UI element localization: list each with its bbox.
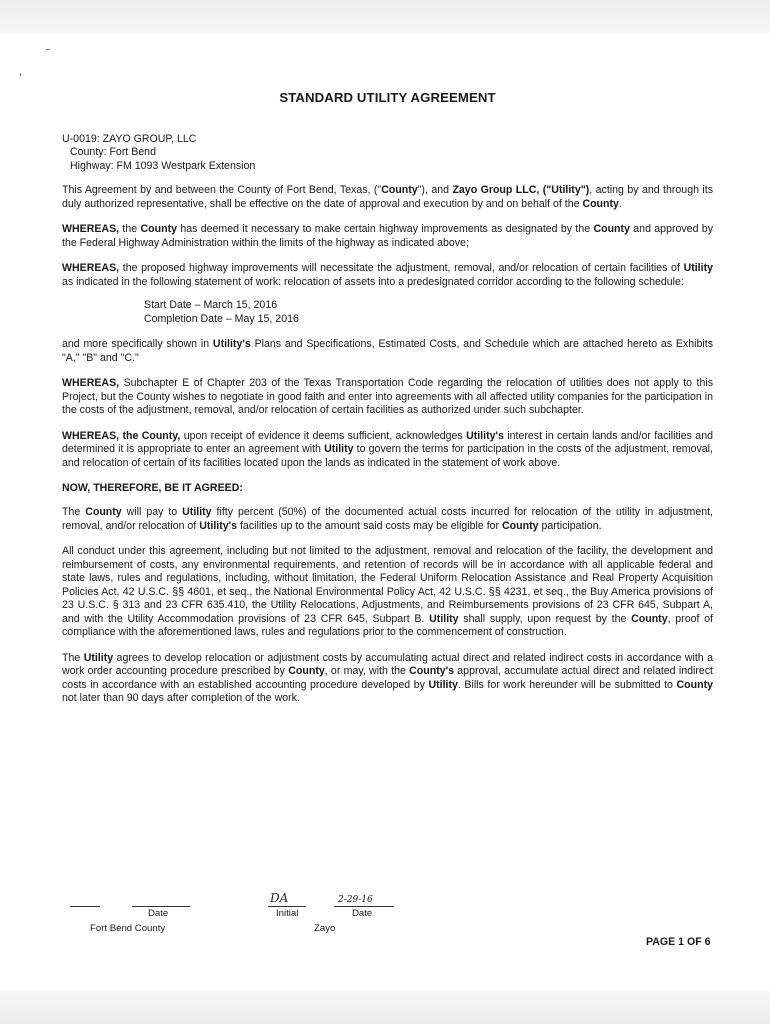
document-title: STANDARD UTILITY AGREEMENT [279, 90, 496, 105]
document-page [62, 90, 713, 718]
agreed-heading: NOW, THEREFORE, BE IT AGREED: [62, 482, 243, 495]
conduct-paragraph: All conduct under this agreement, including but not limited to the adjustment, removal and relocation of the facility, the development and reimbursement of costs, any environmental requirements, and retention of records will be in accordance with all applicable federal and state laws, rules and regulations, including, without limitation, the Federal Uniform Relocation Assistance and Real Property Acquisition Policies Act, 42 U.S.C. §§ 4601, et seq., the National Environmental Policy Act, 42 U.S.C. §§ 4231, et seq., the Buy America provisions of 23 U.S.C. § 313 and 23 CFR 635.410, the Utility Relocations, Adjustments, and Reimbursements provisions of 23 CFR 645, Subpart A, and with the Utility Accommodation provisions of 23 CFR 645, Subpart B. Utility shall supply, upon request by the County, proof of compliance with the aforementioned laws, rules and regulations prior to the commencement of construction. [62, 545, 713, 639]
scan-speck [20, 73, 21, 76]
date-label-right: Date [352, 908, 373, 919]
intro-paragraph: This Agreement by and between the County of Fort Bend, Texas, ("County"), and Zayo Group LLC, ("Utility"), acting by and through its duly authorized representative, shall be effective on the date of approval and execution by and on behalf of the County. [62, 184, 713, 210]
date-line-left [132, 906, 190, 907]
highway-line: Highway: FM 1093 Westpark Extension [70, 159, 256, 172]
party-right-label: Zayo [314, 923, 336, 934]
whereas-paragraph-3: WHEREAS, Subchapter E of Chapter 203 of the Texas Transportation Code regarding the relocation of utilities does not apply to this Project, but the County wishes to negotiate in good faith and enter into agreements with all affected utility companies for the participation in the costs of the adjustment, removal, and/or relocation of certain facilities as authorized under such subchapter. [62, 377, 713, 417]
date-value-right: 2-29-16 [338, 895, 373, 905]
date-line-right [334, 906, 394, 907]
initial-mark: DA [270, 891, 289, 905]
county-line: County: Fort Bend [70, 146, 156, 159]
initial-label: Initial [276, 908, 299, 919]
date-label-left: Date [148, 908, 169, 919]
completion-date: Completion Date – May 15, 2016 [144, 312, 299, 325]
scan-speck [46, 49, 50, 50]
exhibits-paragraph: and more specifically shown in Utility's Plans and Specifications, Estimated Costs, and Schedule which are attached hereto as Exhibits "A," "B" and "C." [62, 338, 714, 364]
party-left-label: Fort Bend County [90, 923, 166, 934]
scan-border-top [0, 0, 770, 34]
initial-line [268, 906, 306, 907]
start-date: Start Date – March 15, 2016 [144, 299, 278, 312]
project-line: U-0019: ZAYO GROUP, LLC [62, 133, 197, 145]
whereas-paragraph-2: WHEREAS, the proposed highway improvements will necessitate the adjustment, removal, and/or relocation of certain facilities of Utility as indicated in the following statement of work: relocation of assets into a predesignated corridor according to the following schedule: [62, 262, 713, 288]
whereas-paragraph-1: WHEREAS, the County has deemed it necessary to make certain highway improvements as designated by the County and approved by the Federal Highway Administration within the limits of the highway as indicated above; [62, 223, 713, 249]
payment-paragraph: The County will pay to Utility fifty percent (50%) of the documented actual costs incurred for relocation of the utility in adjustment, removal, and/or relocation of Utility's facilities up to the amount said costs may be eligible for County participation. [62, 506, 714, 532]
costs-paragraph: The Utility agrees to develop relocation or adjustment costs by accumulating actual direct and related indirect costs in accordance with a work order accounting procedure prescribed by County, or may, with the County's approval, accumulate actual direct and related indirect costs in accordance with an established accounting procedure developed by Utility. Bills for work hereunder will be submitted to County not later than 90 days after completion of the work. [62, 651, 713, 705]
project-header [62, 133, 713, 173]
whereas-paragraph-4: WHEREAS, the County, upon receipt of evidence it deems sufficient, acknowledges Utility's interest in certain lands and/or facilities and determined it is appropriate to enter an agreement with Utility to govern the terms for participation in the costs of the adjustment, removal, and relocation of certain of its facilities located upon the lands as indicated in the statement of work above. [62, 429, 713, 469]
scan-border-bottom [0, 990, 770, 1024]
signature-line-left [70, 906, 100, 907]
schedule-block [62, 299, 713, 326]
page-number: PAGE 1 OF 6 [646, 936, 711, 948]
